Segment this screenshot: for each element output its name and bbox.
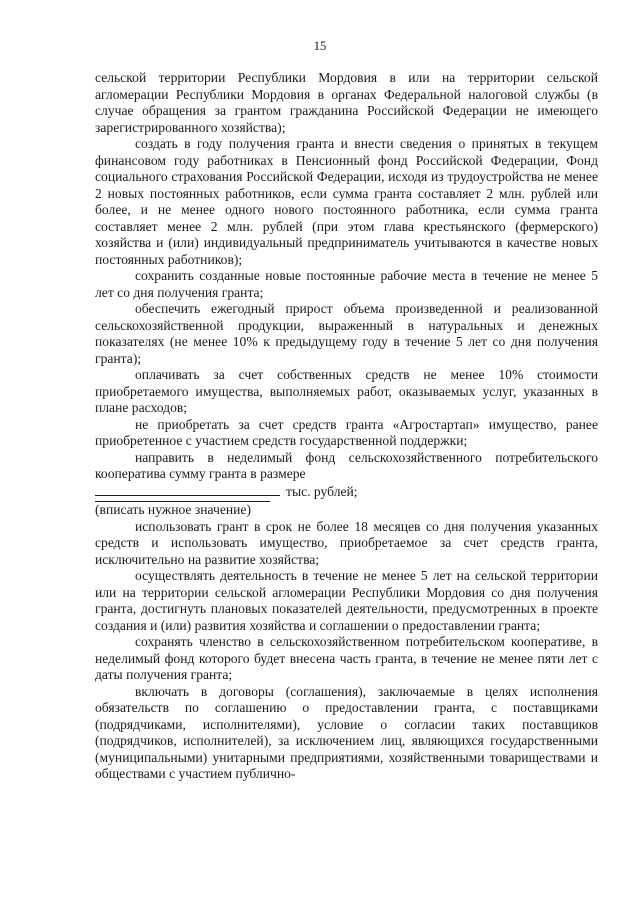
fill-in-blank — [95, 483, 280, 496]
fill-in-note — [95, 501, 598, 519]
paragraph-10: сохранять членство в сельскохозяйственном потребительском кооперативе, в неделимый фонд которого будет внесена часть гранта, в течение не менее пяти лет с даты получения гранта; — [95, 634, 598, 682]
paragraph-2: создать в году получения гранта и внести сведения о принятых в текущем финансовом году работниках в Пенсионный фонд Российской Федерации, Фонд социального страхования Российской Федерации, исходя из трудоустройства не менее 2 новых постоянных работников, если сумма гранта составляет 2 млн. рублей или более, и не менее одного нового постоянного работника, если сумма гранта составляет менее 2 млн. рублей (при этом глава крестьянского (фермерского) хозяйства и (или) индивидуальный предприниматель учитываются в качестве новых постоянных работников); — [95, 136, 598, 267]
page-number: 15 — [313, 39, 327, 53]
paragraph-3: сохранить созданные новые постоянные рабочие места в течение не менее 5 лет со дня получения гранта; — [95, 268, 598, 300]
paragraph-4: обеспечить ежегодный прирост объема произведенной и реализованной сельскохозяйственной продукции, выраженный в натуральных и денежных показателях (не менее 10% к предыдущему году в течение 5 лет со дня получения гранта); — [95, 301, 598, 366]
fill-in-suffix: тыс. рублей; — [286, 483, 358, 499]
paragraph-6: не приобретать за счет средств гранта «Агростартап» имущество, ранее приобретенное с участием средств государственной поддержки; — [95, 416, 598, 448]
paragraph-7: направить в неделимый фонд сельскохозяйственного потребительского кооператива сумму гранта в размере — [95, 449, 598, 481]
fill-in-note-text: (вписать нужное значение) — [95, 502, 251, 517]
paragraph-1: сельской территории Республики Мордовия в или на территории сельской агломерации Республики Мордовия в органах Федеральной налоговой службы (в случае обращения за грантом гражданина Российской Федерации не имеющего зарегистрированного хозяйства); — [95, 70, 598, 135]
paragraph-8: использовать грант в срок не более 18 месяцев со дня получения указанных средств и использовать имущество, приобретаемое за счет средств гранта, исключительно на развитие хозяйства; — [95, 518, 598, 567]
document-body — [95, 70, 598, 783]
paragraph-11: включать в договоры (соглашения), заключаемые в целях исполнения обязательств по соглашению о предоставлении гранта, с поставщиками (подрядчиками, исполнителями), условие о согласии таких поставщиков (подрядчиков, исполнителей), за исключением лиц, являющихся государственными (муниципальными) унитарными предприятиями, хозяйственными товариществами и обществами с участием публично- — [95, 683, 598, 781]
paragraph-9: осуществлять деятельность в течение не менее 5 лет на сельской территории или на территории сельской агломерации Республики Мордовия со дня получения гранта, достигнуть плановых показателей деятельности, предусмотренных в проекте создания и (или) развития хозяйства и соглашении о предоставлении гранта; — [95, 568, 598, 633]
paragraph-5: оплачивать за счет собственных средств не менее 10% стоимости приобретаемого имущества, выполняемых работ, оказываемых услуг, указанных в плане расходов; — [95, 367, 598, 415]
fill-in-line — [95, 483, 598, 501]
